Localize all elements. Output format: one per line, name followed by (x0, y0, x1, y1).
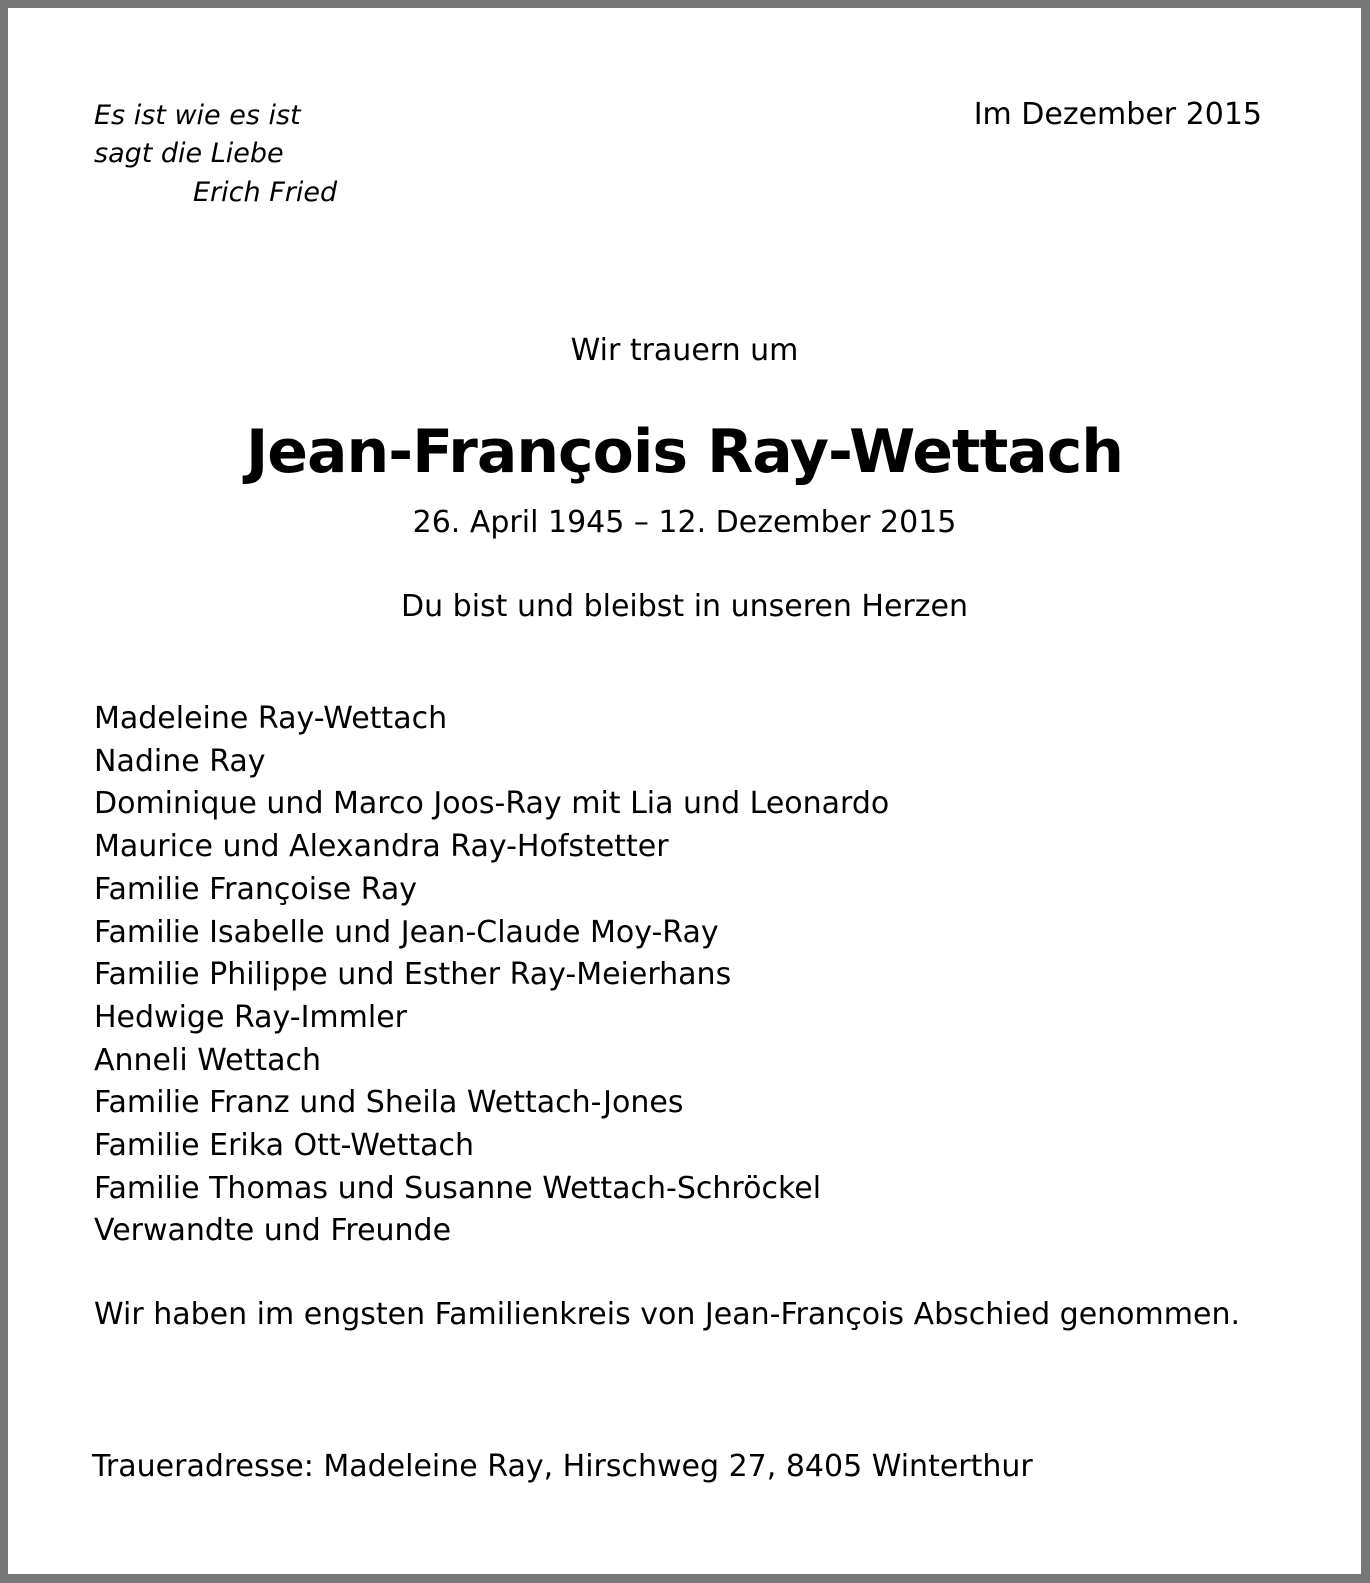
mourner: Dominique und Marco Joos-Ray mit Lia und Leonardo (94, 786, 890, 822)
deceased-name: Jean-François Ray-Wettach (245, 417, 1124, 487)
mourning-address: Traueradresse: Madeleine Ray, Hirschweg 27, 8405 Winterthur (92, 1449, 1033, 1484)
mourner: Familie Philippe und Esther Ray-Meierhans (94, 957, 732, 993)
mourner: Nadine Ray (94, 743, 266, 779)
life-dates: 26. April 1945 – 12. Dezember 2015 (412, 505, 957, 540)
closing-text: Wir haben im engsten Familienkreis von Jean-François Abschied genommen. (94, 1297, 1240, 1332)
mourner: Familie Franz und Sheila Wettach-Jones (94, 1085, 684, 1121)
epigraph-line: sagt die Liebe (94, 138, 284, 169)
mourner: Verwandte und Freunde (94, 1213, 452, 1249)
date-top: Im Dezember 2015 (973, 97, 1262, 132)
mourner: Familie Isabelle und Jean-Claude Moy-Ray (94, 914, 719, 950)
mourner: Maurice und Alexandra Ray-Hofstetter (94, 829, 669, 865)
mourner: Madeleine Ray-Wettach (94, 701, 448, 736)
mourner: Familie Françoise Ray (94, 871, 418, 907)
mourner: Hedwige Ray-Immler (94, 999, 408, 1035)
epigraph-author: Erich Fried (193, 177, 338, 208)
mourners-list (94, 698, 889, 1253)
epigraph-line: Es ist wie es ist (94, 100, 301, 131)
intro-text: Wir trauern um (570, 333, 799, 368)
motto: Du bist und bleibst in unseren Herzen (401, 589, 968, 624)
mourner: Familie Thomas und Susanne Wettach-Schröckel (94, 1170, 822, 1206)
mourner: Familie Erika Ott-Wettach (94, 1128, 475, 1164)
mourner: Anneli Wettach (94, 1042, 321, 1078)
obituary-page (8, 8, 1361, 1574)
